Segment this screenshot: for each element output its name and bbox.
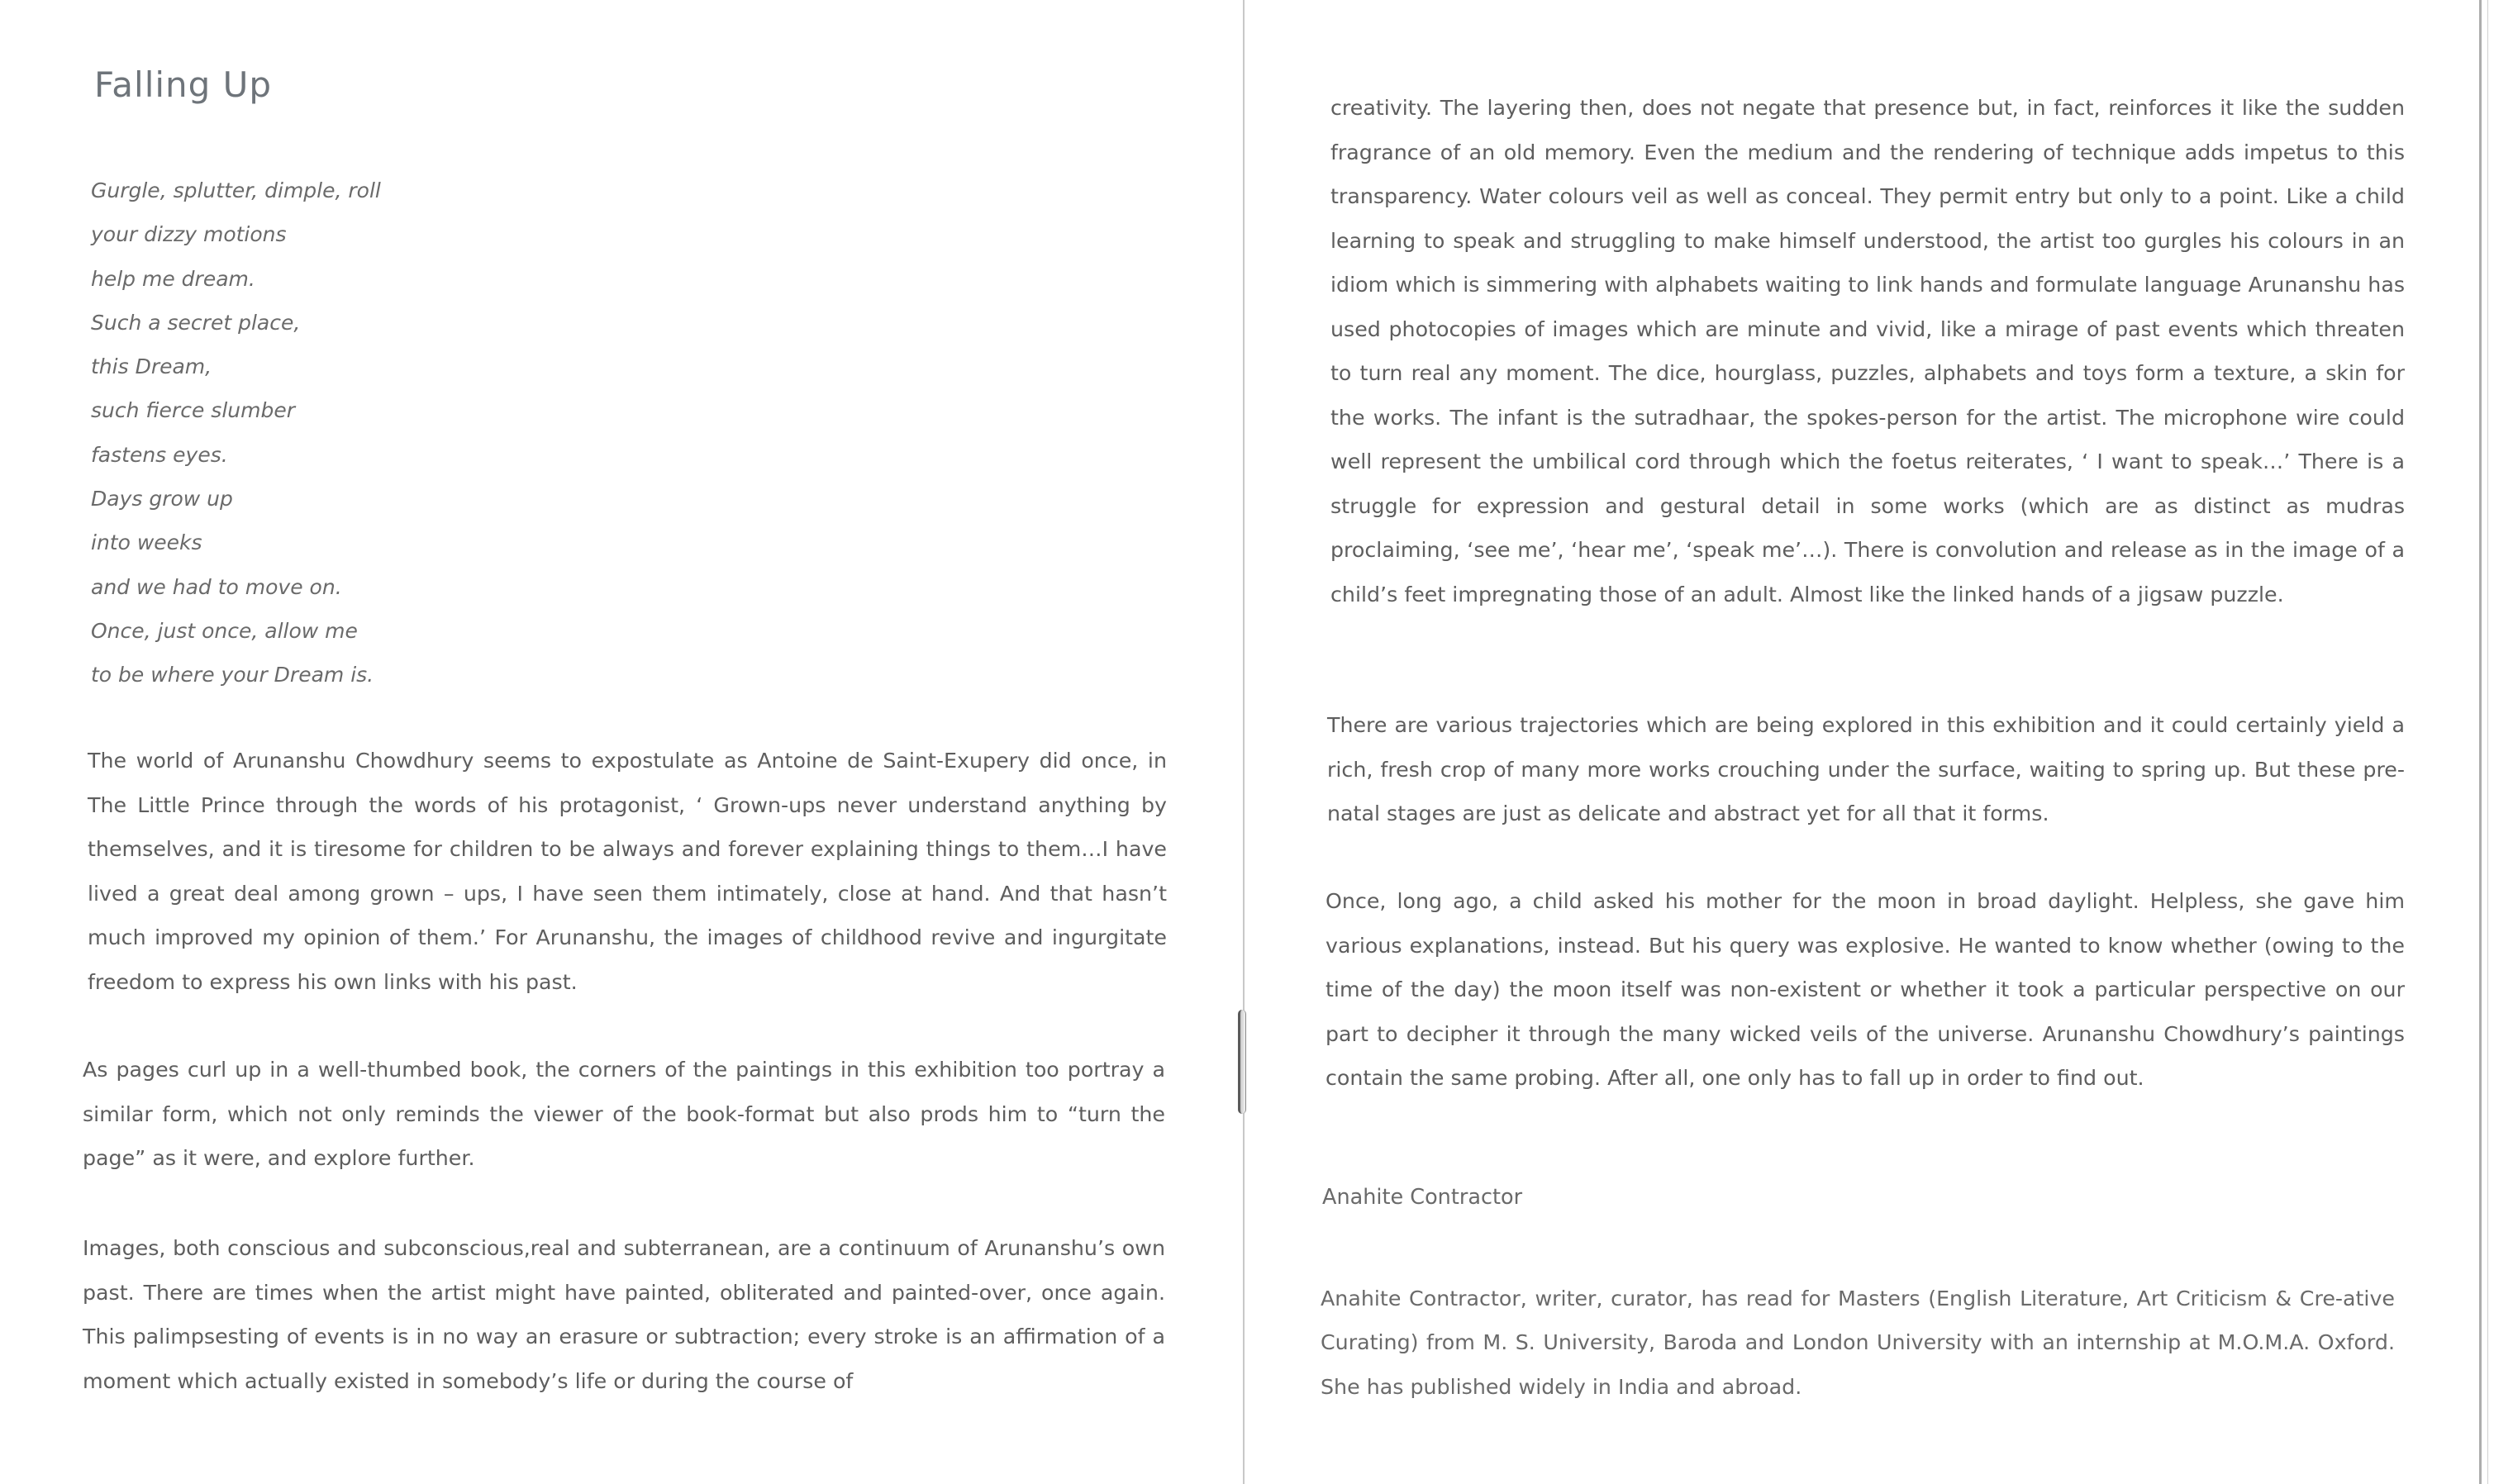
poem-line: such fierce slumber	[91, 398, 295, 423]
poem-line: help me dream.	[91, 266, 255, 291]
poem	[91, 169, 381, 697]
paragraph-little-prince: The world of Arunanshu Chowdhury seems to expostulate as Antoine de Saint-Exupery did once, in The Little Prince through the words of his protagonist, ‘ Grown-ups never understand anything by themselves, and it is tiresome for children to be always and forever explaining things to them…I have lived a great deal among grown – ups, I have seen them intimately, close at hand. And that hasn’t much improved my opinion of them.’ For Arunanshu, the images of childhood revive and ingurgitate freedom to express his own links with his past.	[88, 749, 1167, 994]
page-edge	[2479, 0, 2482, 1484]
page-title: Falling Up	[94, 64, 273, 105]
poem-line: Gurgle, splutter, dimple, roll	[91, 178, 381, 202]
author-bio: Anahite Contractor, writer, curator, has read for Masters (English Literature, Art Criticism & Cre-ative Curating) from M. S. University, Baroda and London University with an internship at M.O.M.A. Oxford. She has published widely in India and abroad.	[1321, 1287, 2395, 1399]
author-signature: Anahite Contractor	[1322, 1185, 1523, 1210]
poem-line: this Dream,	[91, 354, 212, 379]
poem-line: Days grow up	[91, 487, 233, 511]
paragraph-palimpsest: Images, both conscious and subconscious,real and subterranean, are a continuum of Arunanshu’s own past. There are times when the artist might have painted, obliterated and painted-over, once again. This palimpsesting of events is in no way an erasure or subtraction; every stroke is an affirmation of a moment which actually existed in somebody’s life or during the course of	[83, 1236, 1165, 1393]
paragraph-moon: Once, long ago, a child asked his mother for the moon in broad daylight. Helpless, she gave him various explanations, instead. But his query was explosive. He wanted to know whether (owing to the time of the day) the moon itself was non-existent or whether it took a particular perspective on our part to decipher it through the many wicked veils of the universe. Arunanshu Chowdhury’s paintings contain the same probing. After all, one only has to fall up in order to find out.	[1326, 889, 2405, 1090]
left-page	[83, 0, 1167, 1484]
page-edge-shadow	[2487, 0, 2488, 1484]
poem-line: Such a secret place,	[91, 310, 301, 335]
paragraph-pages-curl: As pages curl up in a well-thumbed book, the corners of the paintings in this exhibition too portray a similar form, which not only reminds the viewer of the book-format but also prods him to “turn the page” as it were, and explore further.	[83, 1058, 1165, 1170]
poem-line: fastens eyes.	[91, 442, 228, 467]
book-gutter	[1243, 0, 1245, 1484]
paragraph-trajectories: There are various trajectories which are being explored in this exhibition and it could certainly yield a rich, fresh crop of many more works crouching under the surface, waiting to spring up. But these pre-natal stages are just as delicate and abstract yet for all that it forms.	[1327, 713, 2405, 825]
paragraph-creativity: creativity. The layering then, does not negate that presence but, in fact, reinforces it like the sudden fragrance of an old memory. Even the medium and the rendering of technique adds impetus to this transparency. Water colours veil as well as conceal. They permit entry but only to a point. Like a child learning to speak and struggling to make himself understood, the artist too gurgles his colours in an idiom which is simmering with alphabets waiting to link hands and formulate language Arunanshu has used photocopies of images which are minute and vivid, like a mirage of past events which threaten to turn real any moment. The dice, hourglass, puzzles, alphabets and toys form a texture, a skin for the works. The infant is the sutradhaar, the spokes-person for the artist. The microphone wire could well represent the umbilical cord through which the foetus reiterates, ‘ I want to speak…’ There is a struggle for expression and gestural detail in some works (which are as distinct as mudras proclaiming, ‘see me’, ‘hear me’, ‘speak me’…). There is convolution and release as in the image of a child’s feet impregnating those of an adult. Almost like the linked hands of a jigsaw puzzle.	[1330, 96, 2405, 606]
poem-line: Once, just once, allow me	[91, 618, 358, 643]
right-page	[1321, 0, 2408, 1484]
poem-line: your dizzy motions	[91, 222, 287, 247]
binding-staple	[1238, 1010, 1246, 1114]
poem-line: and we had to move on.	[91, 574, 342, 599]
poem-line: into weeks	[91, 530, 202, 555]
poem-line: to be where your Dream is.	[91, 663, 374, 687]
